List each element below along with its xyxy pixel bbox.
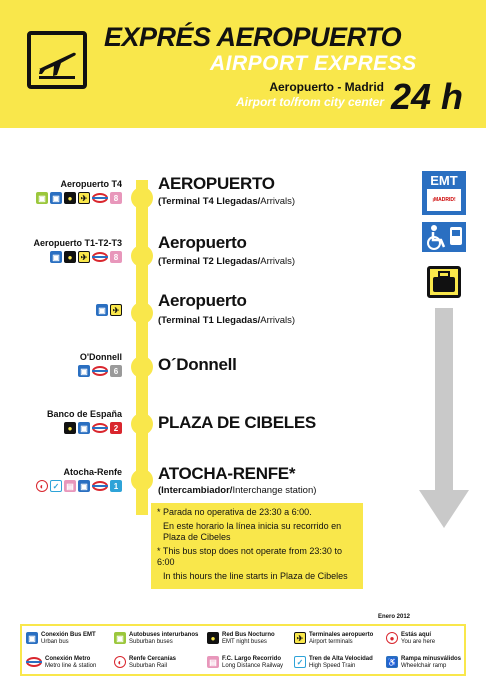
- plane-icon: ✈: [110, 304, 122, 316]
- stop-dot: [131, 245, 153, 267]
- stop-subtitle: (Terminal T4 Llegadas/Arrivals): [158, 196, 296, 207]
- notice-en-1: * This bus stop does not operate from 23:30 to 6:00: [157, 546, 342, 567]
- stop-dot: [131, 302, 153, 324]
- luggage-sign: [427, 266, 461, 298]
- metro-line-badge: 8: [110, 251, 122, 263]
- wheelchair-icon: ♿: [387, 657, 397, 667]
- stop-label: Banco de España: [46, 409, 122, 419]
- stop-connections: [50, 251, 122, 263]
- emt-label: EMT: [430, 173, 458, 188]
- notice-es-1: * Parada no operativa de 23:30 a 6:00.: [157, 507, 312, 517]
- train-icon: ▤: [64, 480, 76, 492]
- legend-item: ♿ Rampa minusválidos Wheelchair ramp: [387, 656, 462, 669]
- night-bus-icon: ●: [64, 192, 76, 204]
- route-line: [136, 180, 148, 515]
- stop-dot: [131, 187, 153, 209]
- bus-icon: ▣: [78, 422, 90, 434]
- stop-connections: [64, 422, 122, 434]
- metro-line-badge: 8: [110, 192, 122, 204]
- plane-icon: ✈: [78, 192, 90, 204]
- stop-name: O´Donnell: [158, 355, 237, 374]
- legend: [20, 624, 466, 676]
- bus-icon: ▣: [78, 365, 90, 377]
- legend-item: Conexión Metro Metro line & station: [26, 656, 96, 670]
- legend-item: ✓ Tren de Alta Velocidad High Speed Train: [294, 656, 373, 670]
- train-icon: ▤: [207, 656, 219, 668]
- night-bus-icon: ●: [64, 251, 76, 263]
- stop-label: Aeropuerto T4: [60, 179, 122, 189]
- night-bus-icon: ●: [64, 422, 76, 434]
- metro-icon: [92, 481, 108, 491]
- notice-en-2: In this hours the line starts in Plaza de Cibeles: [163, 571, 348, 581]
- stop-label: Aeropuerto T1-T2-T3: [33, 238, 122, 248]
- metro-icon: [26, 657, 42, 667]
- bus-icon: ▣: [50, 251, 62, 263]
- emt-logo: [422, 171, 466, 215]
- night-bus-icon: ●: [207, 632, 219, 644]
- stop-connections: [36, 192, 122, 204]
- suburban-bus-icon: ▣: [114, 632, 126, 644]
- stop-dot: [131, 413, 153, 435]
- plane-icon: ✈: [78, 251, 90, 263]
- suburban-bus-icon: ▣: [36, 192, 48, 204]
- stop-connections: [36, 480, 122, 492]
- madrid-logo: ¡MADRID!: [427, 189, 461, 211]
- legend-item: ▣ Conexión Bus EMT Urban bus: [26, 632, 96, 646]
- issue-date: Enero 2012: [378, 614, 411, 620]
- plane-icon: [35, 39, 79, 81]
- bus-icon: ▣: [26, 632, 38, 644]
- legend-item: ▣ Autobuses interurbanos Suburban buses: [114, 632, 198, 646]
- hours-badge: 24 h: [391, 76, 464, 117]
- notice-es-2: En este horario la línea inicia su recorrido en Plaza de Cibeles: [163, 521, 342, 542]
- high-speed-icon: ✓: [294, 656, 306, 668]
- title-english: AIRPORT EXPRESS: [210, 52, 417, 75]
- metro-icon: [92, 366, 108, 376]
- legend-item: ▤ F.C. Largo Recorrido Long Distance Railway: [207, 656, 283, 670]
- bus-icon: ▣: [78, 480, 90, 492]
- metro-line-badge: 1: [110, 480, 122, 492]
- legend-item: ● Estás aquí You are here: [386, 632, 435, 646]
- direction-arrow: [435, 308, 453, 493]
- stop-name: ATOCHA-RENFE*: [158, 464, 296, 483]
- renfe-icon: ◐: [114, 656, 126, 668]
- route-english: Airport to/from city center: [235, 95, 384, 109]
- plane-icon: ✈: [294, 632, 306, 644]
- metro-icon: [92, 193, 108, 203]
- stop-name: Aeropuerto: [158, 233, 247, 252]
- stop-label: Atocha-Renfe: [63, 467, 122, 477]
- wheelchair-icon: [422, 222, 466, 252]
- metro-line-badge: 2: [110, 422, 122, 434]
- stop-subtitle: (Intercambiador/Interchange station): [158, 485, 317, 496]
- stop-label: O'Donnell: [79, 352, 122, 362]
- legend-item: ● Red Bus Nocturno EMT night buses: [207, 632, 275, 646]
- legend-item: ✈ Terminales aeropuerto Airport terminals: [294, 632, 373, 646]
- stop-dot: [131, 356, 153, 378]
- route-spanish: Aeropuerto - Madrid: [269, 80, 384, 94]
- luggage-icon: [430, 269, 458, 295]
- direction-arrow-head: [419, 490, 469, 528]
- legend-item: ◐ Renfe Cercanías Suburban Rail: [114, 656, 176, 670]
- stop-dot: [131, 469, 153, 491]
- header-banner: [0, 0, 486, 128]
- high-speed-icon: ✓: [50, 480, 62, 492]
- wheelchair-bus-sign: [422, 222, 466, 252]
- metro-icon: [92, 252, 108, 262]
- stop-connections: [78, 365, 122, 377]
- renfe-icon: ◐: [36, 480, 48, 492]
- stop-subtitle: (Terminal T2 Llegadas/Arrivals): [158, 256, 296, 267]
- metro-icon: [92, 423, 108, 433]
- bus-icon: ▣: [96, 304, 108, 316]
- stop-connections: [96, 304, 122, 316]
- you-are-here-icon: ●: [386, 632, 398, 644]
- night-notice: [151, 503, 363, 589]
- airport-sign: [27, 31, 87, 89]
- metro-line-badge: 6: [110, 365, 122, 377]
- stop-name: AEROPUERTO: [158, 174, 275, 193]
- stop-name: PLAZA DE CIBELES: [158, 413, 316, 432]
- stop-subtitle: (Terminal T1 Llegadas/Arrivals): [158, 315, 296, 326]
- stop-name: Aeropuerto: [158, 291, 247, 310]
- title-spanish: EXPRÉS AEROPUERTO: [104, 22, 402, 52]
- bus-icon: ▣: [50, 192, 62, 204]
